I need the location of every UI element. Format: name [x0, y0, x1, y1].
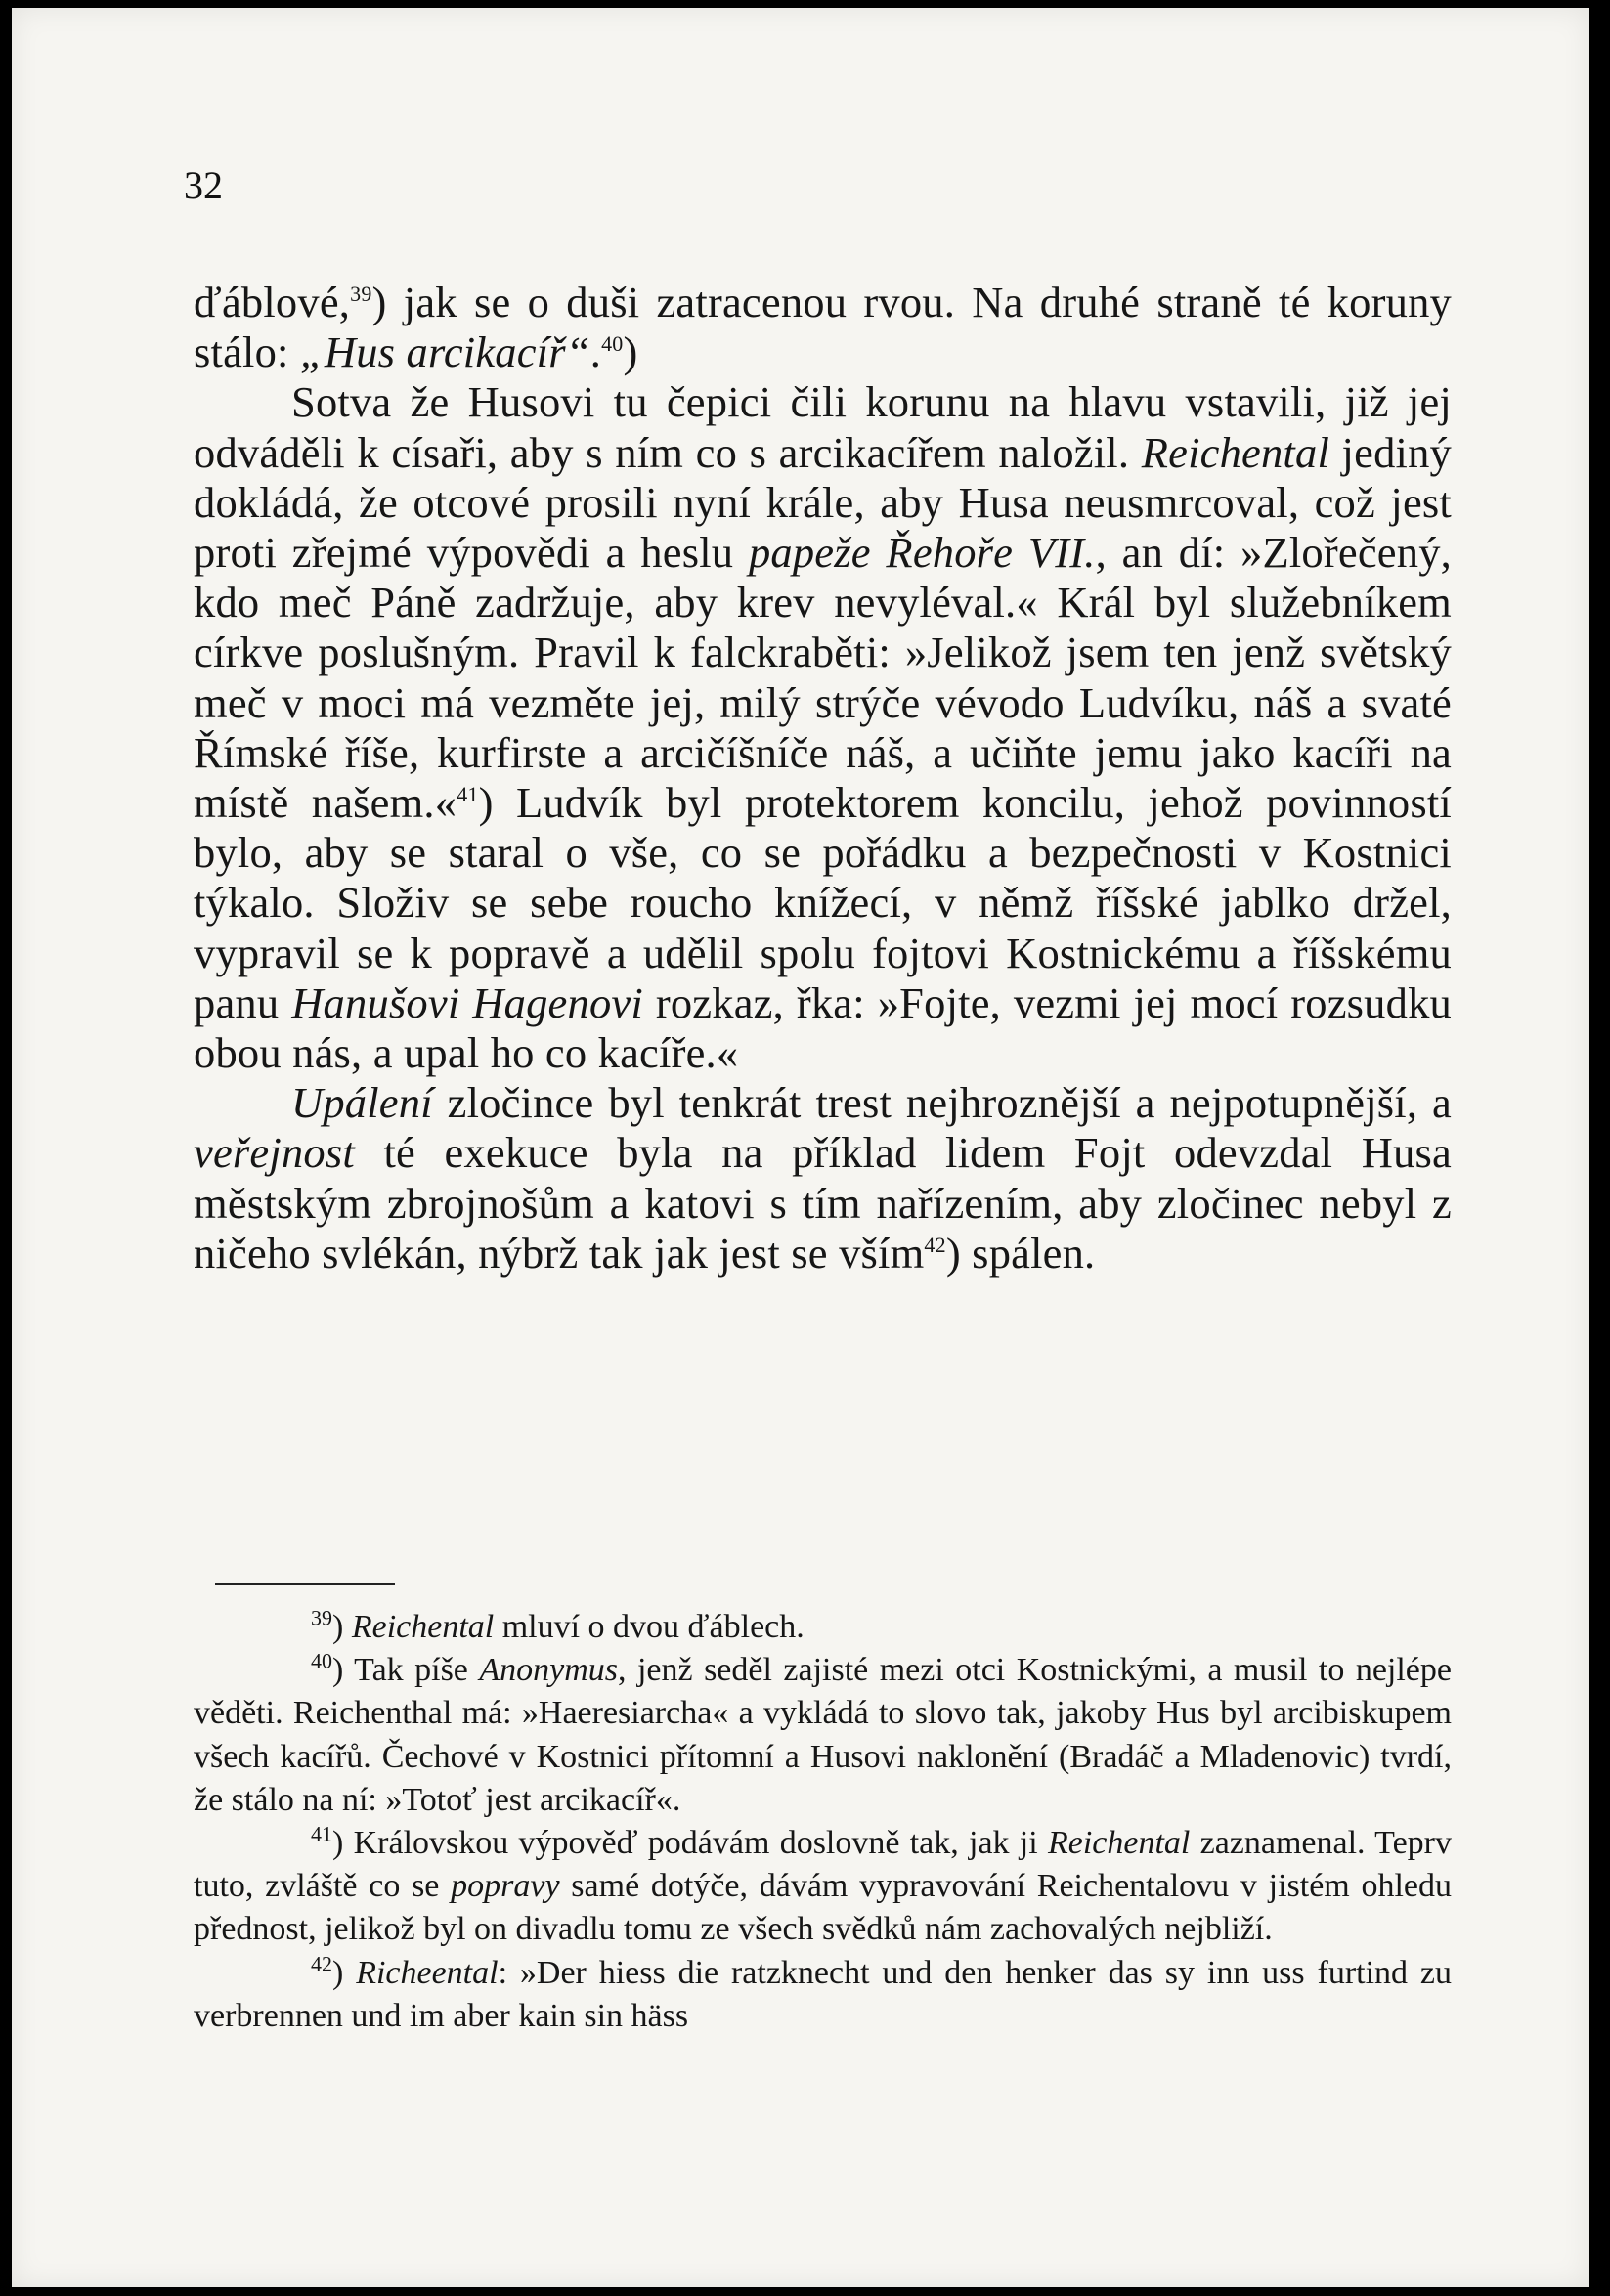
footnote-41: [194, 1822, 1452, 1952]
page-number: 32: [184, 163, 223, 207]
text-run: , jenž seděl zajisté mezi otci Kostnickými, a musil to nejlépe věděti. Reichenthal má: »Haeresiarcha« a vykládá to slovo tak, jakoby Hus byl arcibiskupem všech kacířů. Čechové v Kostnici přítomní a Husovi naklonění (Bradáč a Mladenovic) tvrdí, že stálo na ní: »Totoť jest arcikacíř«.: [194, 1652, 1452, 1818]
italic-run: Hanušovi Hagenovi: [291, 977, 643, 1027]
italic-run: Reichental: [1141, 427, 1330, 477]
text-run: ): [332, 1609, 352, 1645]
paragraph-1: [194, 278, 1452, 377]
footnote-ref-41[interactable]: 41: [457, 782, 479, 807]
footnote-number: 42: [311, 1951, 332, 1976]
text-run: zaznamenal. Teprv tuto, zvláště co se: [194, 1825, 1452, 1905]
footnote-number: 40: [311, 1648, 332, 1673]
italic-run: Reichental: [1047, 1825, 1191, 1862]
italic-run: papeže Řehoře VII.: [748, 528, 1096, 578]
italic-run: „Hus arcikacíř“: [299, 327, 590, 377]
footnote-number: 39: [311, 1605, 332, 1630]
text-run: Sotva že Husovi tu čepici čili korunu na hlavu vstavili, již jej odváděli k císaři, aby s ním co s arcikacířem naložil.: [194, 377, 1452, 477]
text-run: ďáblové,: [194, 278, 351, 326]
main-text: [194, 278, 1452, 1278]
italic-run: veřejnost: [194, 1128, 355, 1178]
footnote-ref-39[interactable]: 39: [350, 282, 372, 307]
text-run: ) spálen.: [945, 1228, 1096, 1278]
footnote-number: 41: [311, 1821, 332, 1846]
text-run: samé dotýče, dávám vypravování Reichentalovu v jistém ohledu přednost, jelikož byl on divadlu tomu ze všech svědků nám zachovalých nejbliží.: [194, 1868, 1453, 1948]
text-run: jediný dokládá, že otcové prosili nyní krále, aby Husa neusmrcoval, což jest proti zřejmé výpovědi a heslu: [194, 427, 1452, 578]
text-run: ) jak se o duši zatracenou rvou. Na druhé straně té koruny stálo:: [194, 278, 1452, 377]
paragraph-3: [194, 1078, 1452, 1278]
italic-run: Anonymus: [479, 1652, 619, 1689]
text-run: té exekuce byla na příklad lidem Fojt odevzdal Husa městským zbrojnošům a katovi s tím nařízením, aby zločinec nebyl z ničeho svlékán, nýbrž tak jak jest se vším: [194, 1128, 1452, 1278]
text-run: mluví o dvou ďáblech.: [494, 1609, 805, 1645]
text-run: ) Královskou výpověď podávám doslovně tak, jak ji: [332, 1825, 1048, 1862]
footnote-ref-40[interactable]: 40: [601, 331, 624, 357]
footnotes: [194, 1606, 1452, 2038]
book-page: [12, 8, 1589, 2287]
footnote-39: [194, 1606, 1452, 1649]
italic-run: Richeental: [356, 1954, 499, 1991]
paragraph-2: [194, 377, 1452, 1078]
italic-run: Reichental: [351, 1609, 495, 1645]
text-run: ) Tak píše: [332, 1652, 480, 1689]
footnote-42: [194, 1952, 1452, 2038]
text-run: zločince byl tenkrát trest nejhroznější a nejpotupnější, a: [432, 1078, 1452, 1128]
text-run: ): [623, 327, 638, 377]
text-run: : »Der hiess die ratzknecht und den henker das sy inn uss furtind zu verbrennen und im aber kain sin häss: [194, 1954, 1452, 2034]
text-run: ): [332, 1954, 357, 1991]
text-run: rozkaz, řka: »Fojte, vezmi jej mocí rozsudku obou nás, a upal ho co kacíře.«: [194, 977, 1452, 1078]
italic-run: Upálení: [291, 1078, 433, 1128]
footnote-ref-42[interactable]: 42: [924, 1233, 946, 1258]
italic-run: popravy: [451, 1868, 560, 1905]
footnote-separator: [215, 1583, 395, 1585]
text-run: , an dí: »Zlořečený, kdo meč Páně zadržuje, aby krev nevyléval.« Král byl služebníkem církve poslušným. Pravil k falckraběti: »Jelikož jsem ten jenž světský meč v moci má vezměte jej, milý strýče vévodo Ludvíku, náš a svaté Římské říše, kurfirste a arcičíšníče náš, a učiňte jemu jako kacíři na místě našem.«: [194, 528, 1452, 828]
footnote-40: [194, 1649, 1452, 1822]
text-run: .: [589, 327, 602, 377]
text-run: ) Ludvík byl protektorem koncilu, jehož povinností bylo, aby se staral o vše, co se pořádku a bezpečnosti v Kostnici týkalo. Složiv se sebe roucho knížecí, v němž říšské jablko držel, vypravil se k popravě a udělil spolu fojtovi Kostnickému a říšskému panu: [194, 778, 1452, 1027]
